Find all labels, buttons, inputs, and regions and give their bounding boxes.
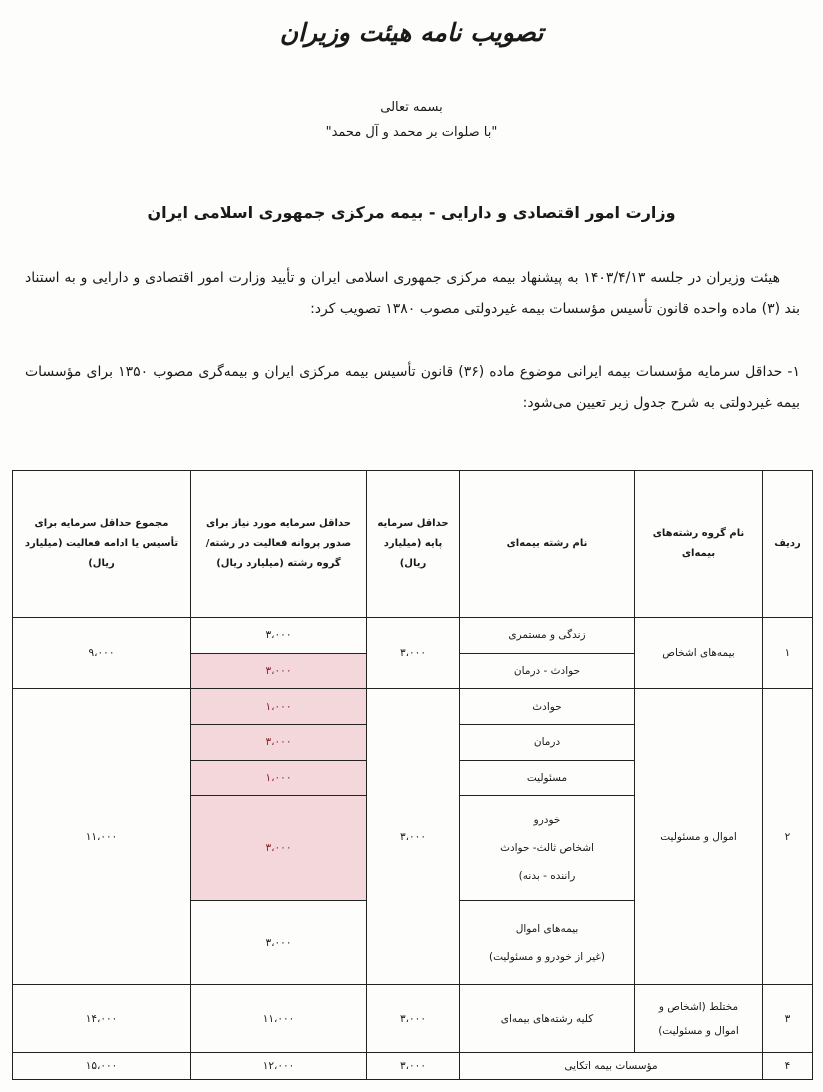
- branch-name: مسئولیت: [460, 760, 635, 796]
- group-name: مؤسسات بیمه اتکایی: [460, 1052, 763, 1079]
- branch-line: بیمه‌های اموال: [515, 922, 579, 935]
- group-name: بیمه‌های اشخاص: [635, 618, 763, 689]
- branch-name: حوادث: [460, 689, 635, 725]
- header-row-number: ردیف: [763, 471, 813, 618]
- needed-capital: ۳،۰۰۰: [191, 653, 367, 689]
- total-capital: ۱۱،۰۰۰: [13, 689, 191, 985]
- branch-name: کلیه رشته‌های بیمه‌ای: [460, 985, 635, 1052]
- table-row: [13, 689, 813, 725]
- header-total-capital: مجموع حداقل سرمایه برای تأسیس یا ادامه فعالیت (میلیارد ریال): [13, 471, 191, 618]
- branch-name: [460, 796, 635, 901]
- needed-capital: ۳،۰۰۰: [191, 725, 367, 761]
- needed-capital: ۳،۰۰۰: [191, 901, 367, 985]
- group-line: اموال و مسئولیت): [658, 1024, 739, 1037]
- header-needed-capital: حداقل سرمایه مورد نیاز برای صدور پروانه فعالیت در رشته/ گروه رشته (میلیارد ریال): [191, 471, 367, 618]
- basmala: بسمه تعالی: [380, 100, 443, 115]
- table-row: [13, 1052, 813, 1079]
- branch-line: خودرو: [533, 814, 561, 827]
- needed-capital: ۳،۰۰۰: [191, 618, 367, 654]
- branch-line: اشخاص ثالث- حوادث: [500, 842, 594, 855]
- header-group-name: نام گروه رشته‌های بیمه‌ای: [635, 471, 763, 618]
- table-row: [13, 618, 813, 654]
- row-number: ۳: [763, 985, 813, 1052]
- branch-name: [460, 901, 635, 985]
- salawat-line: "با صلوات بر محمد و آل محمد": [325, 125, 498, 140]
- needed-capital: ۱،۰۰۰: [191, 760, 367, 796]
- base-capital: ۳،۰۰۰: [367, 689, 460, 985]
- intro-paragraph: هیئت وزیران در جلسه ۱۴۰۳/۴/۱۳ به پیشنهاد بیمه مرکزی جمهوری اسلامی ایران و تأیید وزارت امور اقتصادی و دارایی و به استناد بند (۳) ماده واحده قانون تأسیس مؤسسات بیمه غیردولتی مصوب ۱۳۸۰ تصویب کرد:: [25, 270, 800, 317]
- table-row: [13, 985, 813, 1052]
- row-number: ۴: [763, 1052, 813, 1079]
- base-capital: ۳،۰۰۰: [367, 618, 460, 689]
- base-capital: ۳،۰۰۰: [367, 985, 460, 1052]
- table-header-row: [13, 471, 813, 618]
- total-capital: ۹،۰۰۰: [13, 618, 191, 689]
- branch-name: زندگی و مستمری: [460, 618, 635, 654]
- total-capital: ۱۵،۰۰۰: [13, 1052, 191, 1079]
- document-title: تصویب نامه هیئت وزیران: [279, 18, 544, 47]
- row-number: ۲: [763, 689, 813, 985]
- branch-name: حوادث - درمان: [460, 653, 635, 689]
- group-name: [635, 985, 763, 1052]
- base-capital: ۳،۰۰۰: [367, 1052, 460, 1079]
- needed-capital: ۳،۰۰۰: [191, 796, 367, 901]
- header-base-capital: حداقل سرمایه پایه (میلیارد ریال): [367, 471, 460, 618]
- group-name: اموال و مسئولیت: [635, 689, 763, 985]
- group-line: مختلط (اشخاص و: [658, 1000, 739, 1013]
- needed-capital: ۱،۰۰۰: [191, 689, 367, 725]
- ministry-heading: وزارت امور اقتصادی و دارایی - بیمه مرکزی جمهوری اسلامی ایران: [147, 203, 676, 222]
- branch-line: راننده - بدنه): [518, 870, 576, 883]
- branch-line: (غیر از خودرو و مسئولیت): [488, 950, 606, 963]
- row-number: ۱: [763, 618, 813, 689]
- total-capital: ۱۴،۰۰۰: [13, 985, 191, 1052]
- article-1-paragraph: ۱- حداقل سرمایه مؤسسات بیمه ایرانی موضوع ماده (۳۶) قانون تأسیس بیمه مرکزی ایران و بیمه‌گری مصوب ۱۳۵۰ برای مؤسسات بیمه غیردولتی به شرح جدول زیر تعیین می‌شود:: [25, 364, 801, 411]
- branch-name: درمان: [460, 725, 635, 761]
- header-branch-name: نام رشته بیمه‌ای: [460, 471, 635, 618]
- capital-requirements-table: [12, 470, 813, 1080]
- needed-capital: ۱۲،۰۰۰: [191, 1052, 367, 1079]
- needed-capital: ۱۱،۰۰۰: [191, 985, 367, 1052]
